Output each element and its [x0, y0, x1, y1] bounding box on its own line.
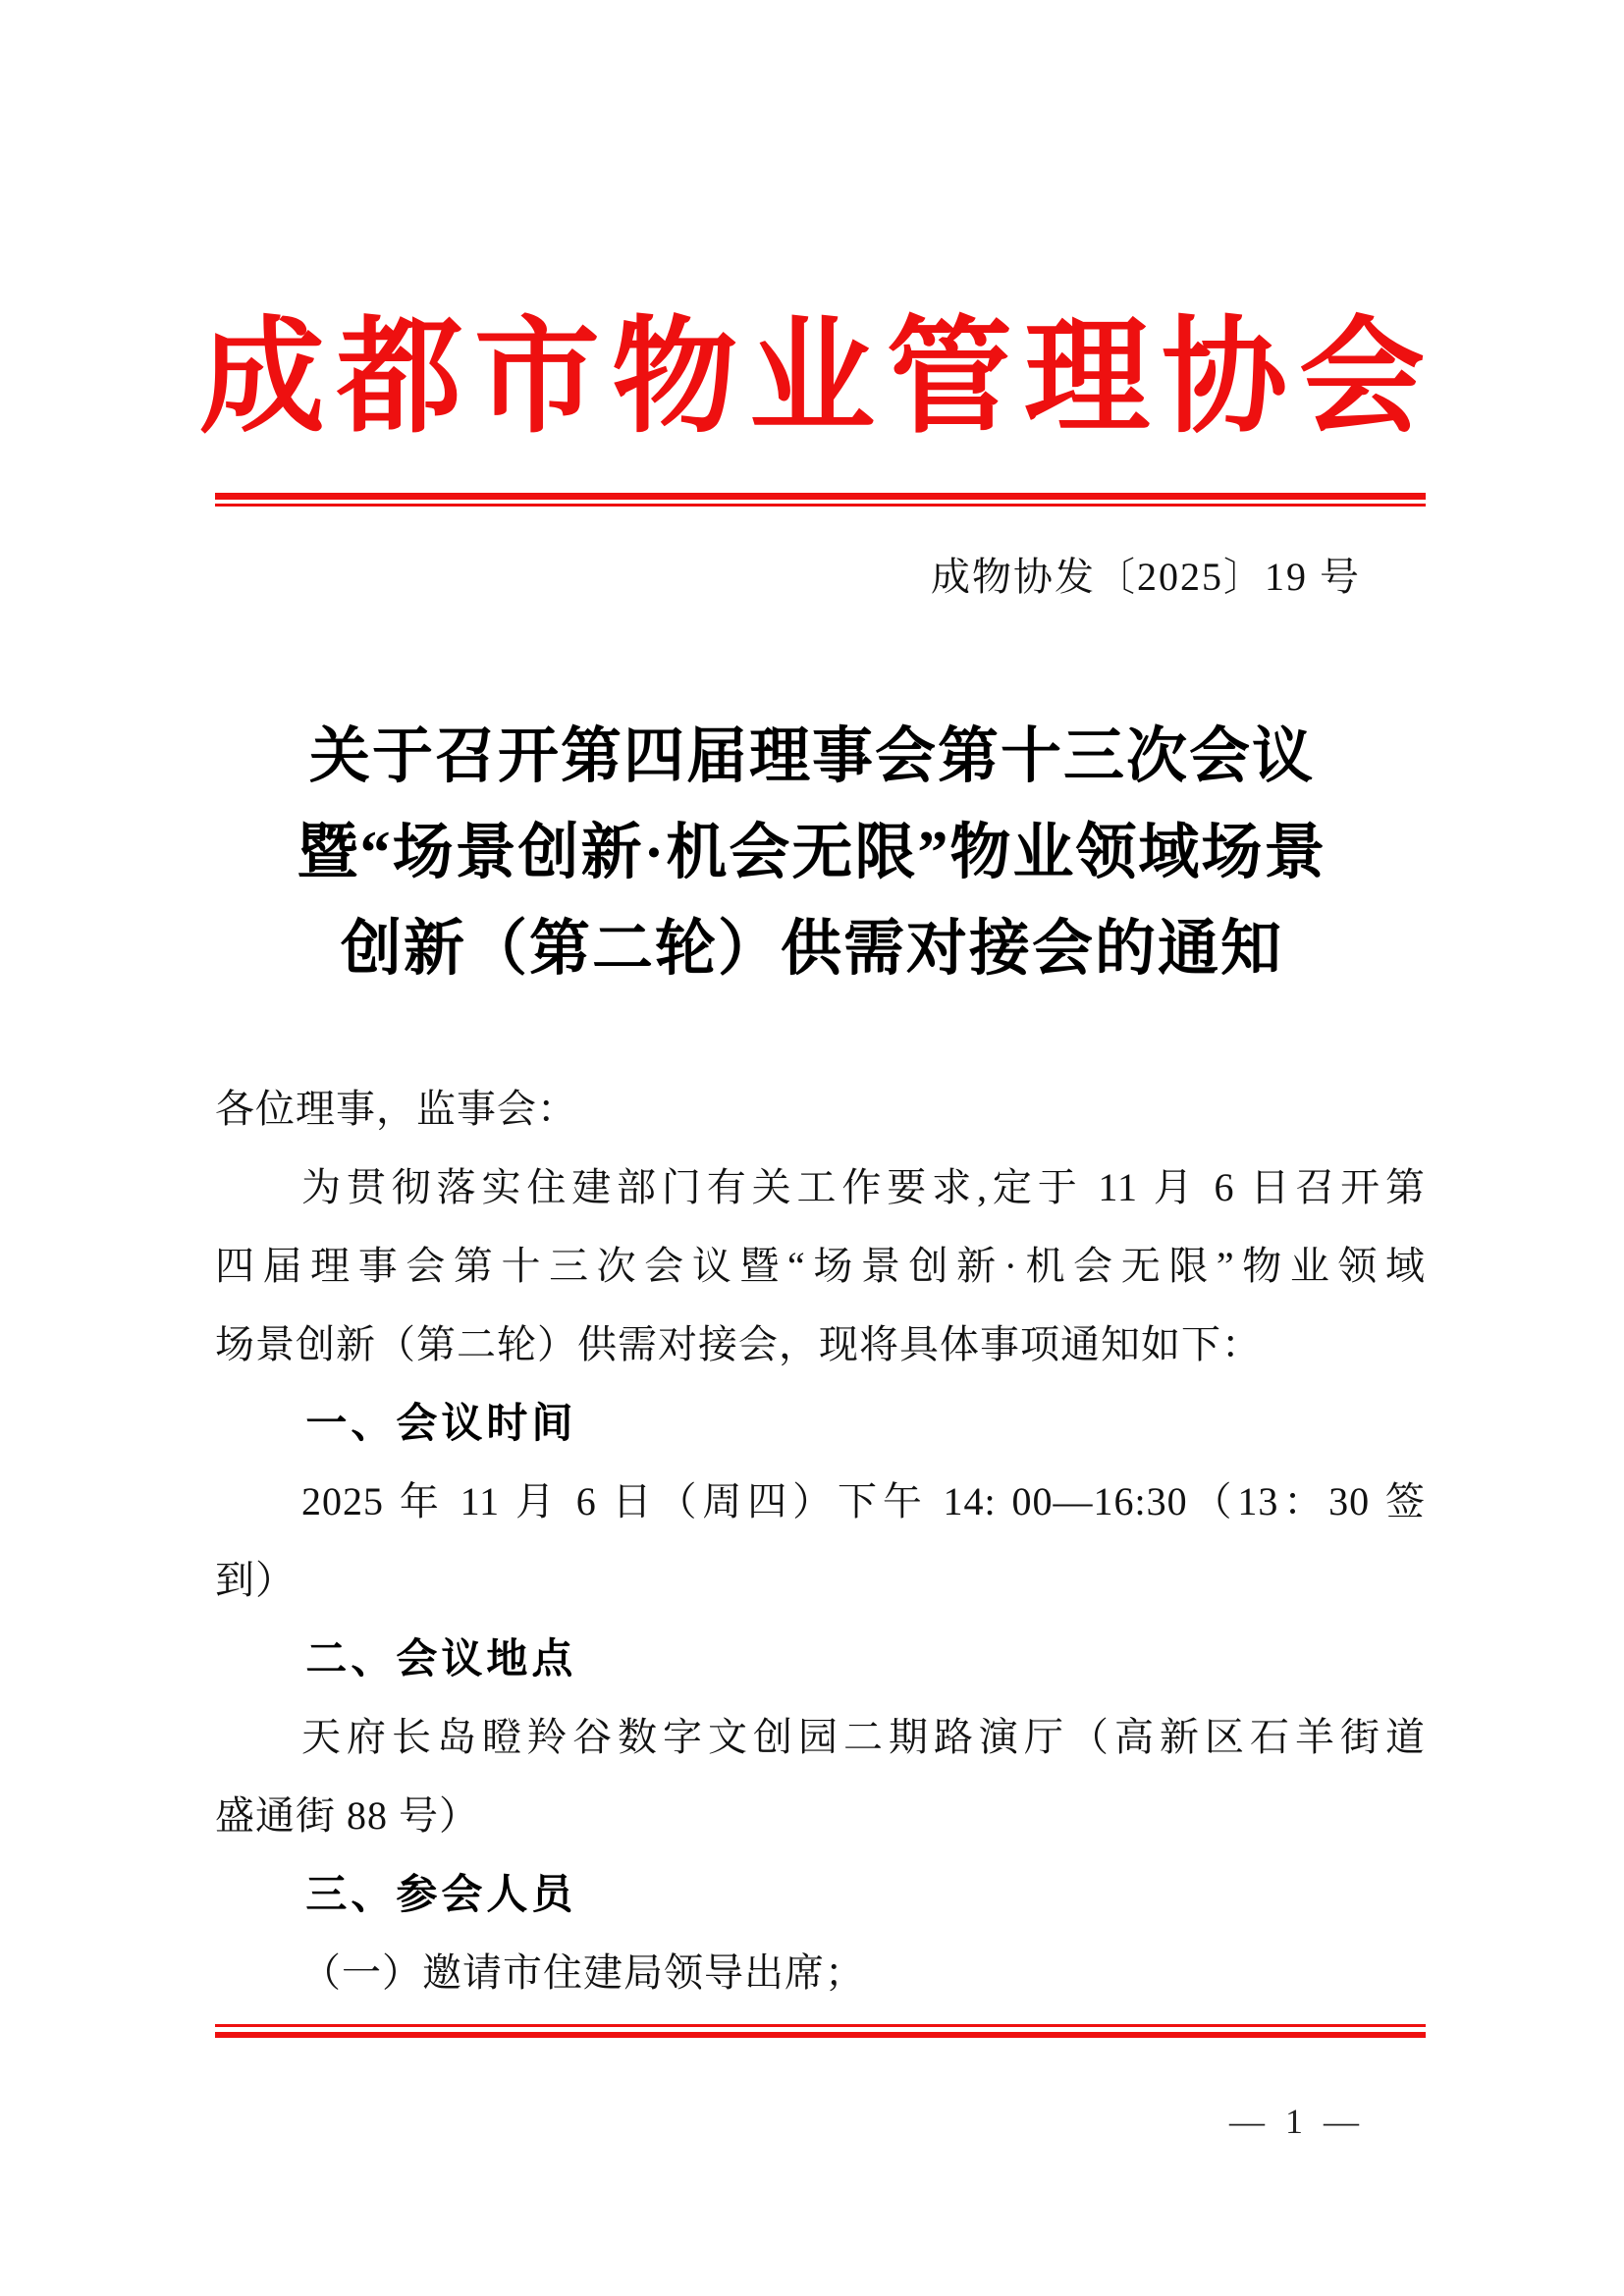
intro-paragraph-line-2: 四届理事会第十三次会议暨“场景创新·机会无限”物业领域 — [215, 1244, 1426, 1288]
section-1-heading-meeting-time: 一、会议时间 — [305, 1400, 577, 1446]
meeting-location-line-2: 盛通街 88 号） — [215, 1793, 479, 1838]
intro-paragraph-line-3: 场景创新（第二轮）供需对接会，现将具体事项通知如下： — [215, 1322, 1262, 1366]
participants-item-1: （一）邀请市住建局领导出席； — [301, 1950, 865, 1995]
notice-title-line-3: 创新（第二轮）供需对接会的通知 — [340, 916, 1283, 983]
meeting-time-line-1: 2025 年 11 月 6 日（周四）下午 14: 00—16:30（13：30 签 — [301, 1479, 1426, 1523]
section-2-heading-meeting-location: 二、会议地点 — [305, 1635, 577, 1682]
page-number: — 1 — — [1229, 2102, 1365, 2141]
section-3-heading-participants: 三、参会人员 — [305, 1871, 577, 1917]
header-rule-thin-line — [215, 504, 1426, 507]
header-double-rule — [215, 493, 1426, 507]
footer-double-rule — [215, 2024, 1426, 2038]
footer-rule-thick-line — [215, 2032, 1426, 2038]
notice-title-line-1: 关于召开第四届理事会第十三次会议 — [308, 723, 1315, 790]
meeting-time-line-2: 到） — [215, 1558, 296, 1602]
notice-title-line-2: 暨“场景创新·机会无限”物业领域场景 — [297, 820, 1327, 886]
notice-body — [215, 1070, 1426, 2012]
salutation: 各位理事，监事会： — [215, 1087, 577, 1131]
meeting-location-line-1: 天府长岛瞪羚谷数字文创园二期路演厅（高新区石羊街道 — [301, 1715, 1426, 1759]
notice-title — [0, 709, 1624, 997]
intro-paragraph-line-1: 为贯彻落实住建部门有关工作要求,定于 11 月 6 日召开第 — [301, 1165, 1426, 1209]
document-number: 成物协发〔2025〕19 号 — [931, 555, 1361, 599]
header-rule-thick-line — [215, 493, 1426, 500]
org-masthead-title: 成都市物业管理协会 — [198, 308, 1436, 448]
